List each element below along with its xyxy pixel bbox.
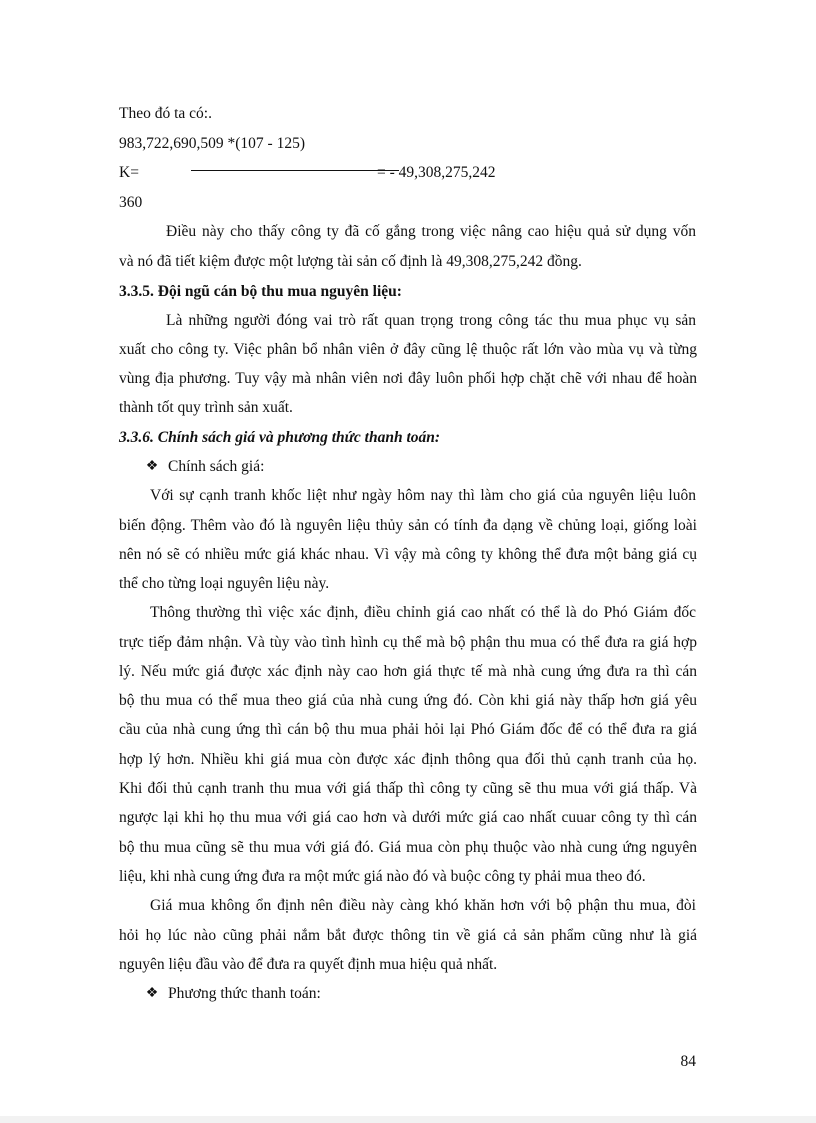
fraction-rule [191, 170, 399, 171]
pricing-p2-line7: Khi đối thủ cạnh tranh thu mua với giá thấp thì công ty cũng sẽ thu mua với giá thấp. Và [119, 780, 697, 797]
formula-intro: Theo đó ta có:. [119, 105, 212, 122]
four-diamond-bullet-icon: ❖ [145, 986, 159, 1001]
pricing-p3-line2: hỏi họ lúc nào cũng phải nắm bắt được thông tin về giá cả sản phẩm cũng như là giá [119, 927, 697, 944]
section-335-heading: 3.3.5. Đội ngũ cán bộ thu mua nguyên liệu: [119, 283, 402, 300]
para1-line1: Điều này cho thấy công ty đã cố gắng trong việc nâng cao hiệu quả sử dụng vốn [166, 223, 696, 240]
pricing-p2-line8: ngược lại khi họ thu mua với giá cao hơn và dưới mức giá cao nhất cuuar công ty thì cán [119, 809, 697, 826]
bullet-payment-method: Phương thức thanh toán: [168, 985, 321, 1002]
pricing-p2-line3: lý. Nếu mức giá được xác định này cao hơn giá thực tế mà nhà cung ứng đưa ra thì cán [119, 663, 697, 680]
para1-line2: và nó đã tiết kiệm được một lượng tài sản cố định là 49,308,275,242 đồng. [119, 253, 582, 270]
pricing-p3-line3: nguyên liệu đầu vào để đưa ra quyết định mua hiệu quả nhất. [119, 956, 498, 973]
pricing-p2-line4: bộ thu mua có thể mua theo giá của nhà cung ứng đó. Còn khi giá này thấp hơn giá yêu [119, 692, 697, 709]
pricing-p1-line2: biến động. Thêm vào đó là nguyên liệu thủy sản có tính đa dạng về chủng loại, giống loài [119, 517, 697, 534]
formula-result: = - 49,308,275,242 [377, 164, 496, 181]
four-diamond-bullet-icon: ❖ [145, 459, 159, 474]
pricing-p1-line3: nên nó sẽ có nhiều mức giá khác nhau. Vì vậy mà công ty không thể đưa một bảng giá cụ [119, 546, 697, 563]
pricing-p2-line2: trực tiếp đảm nhận. Và tùy vào tình hình cụ thể mà bộ phận thu mua có thể đưa ra giá hợp [119, 634, 697, 651]
page-bottom-edge [0, 1116, 816, 1123]
section-335-line3: vùng địa phương. Tuy vậy mà nhân viên nơi đây luôn phối hợp chặt chẽ với nhau để hoàn [119, 370, 697, 387]
section-335-line4: thành tốt quy trình sản xuất. [119, 399, 293, 416]
pricing-p2-line5: cầu của nhà cung ứng thì cán bộ thu mua phải hỏi lại Phó Giám đốc để có thể đưa ra giá [119, 721, 697, 738]
pricing-p2-line10: liệu, khi nhà cung ứng đưa ra một mức giá nào đó và buộc công ty phải mua theo đó. [119, 868, 646, 885]
pricing-p2-line6: hợp lý hơn. Nhiều khi giá mua còn được xác định thông qua đối thủ cạnh tranh của họ. [119, 751, 697, 768]
section-335-line1: Là những người đóng vai trò rất quan trọng trong công tác thu mua phục vụ sản [166, 312, 696, 329]
pricing-p3-line1: Giá mua không ổn định nên điều này càng khó khăn hơn với bộ phận thu mua, đòi [150, 897, 696, 914]
formula-denominator: 360 [119, 194, 143, 211]
pricing-p2-line9: bộ thu mua cũng sẽ thu mua với giá đó. Giá mua còn phụ thuộc vào nhà cung ứng nguyên [119, 839, 697, 856]
bullet-pricing-policy: Chính sách giá: [168, 458, 265, 475]
pricing-p2-line1: Thông thường thì việc xác định, điều chỉnh giá cao nhất có thể là do Phó Giám đốc [150, 604, 696, 621]
page-number: 84 [680, 1053, 696, 1070]
formula-k-label: K= [119, 164, 139, 181]
pricing-p1-line1: Với sự cạnh tranh khốc liệt như ngày hôm nay thì làm cho giá của nguyên liệu luôn [150, 487, 696, 504]
formula-numerator: 983,722,690,509 *(107 - 125) [119, 135, 305, 152]
section-336-heading: 3.3.6. Chính sách giá và phương thức thanh toán: [119, 429, 441, 446]
pricing-p1-line4: thể cho từng loại nguyên liệu này. [119, 575, 330, 592]
section-335-line2: xuất cho công ty. Việc phân bổ nhân viên ở đây cũng lệ thuộc rất lớn vào mùa vụ và từng [119, 341, 697, 358]
